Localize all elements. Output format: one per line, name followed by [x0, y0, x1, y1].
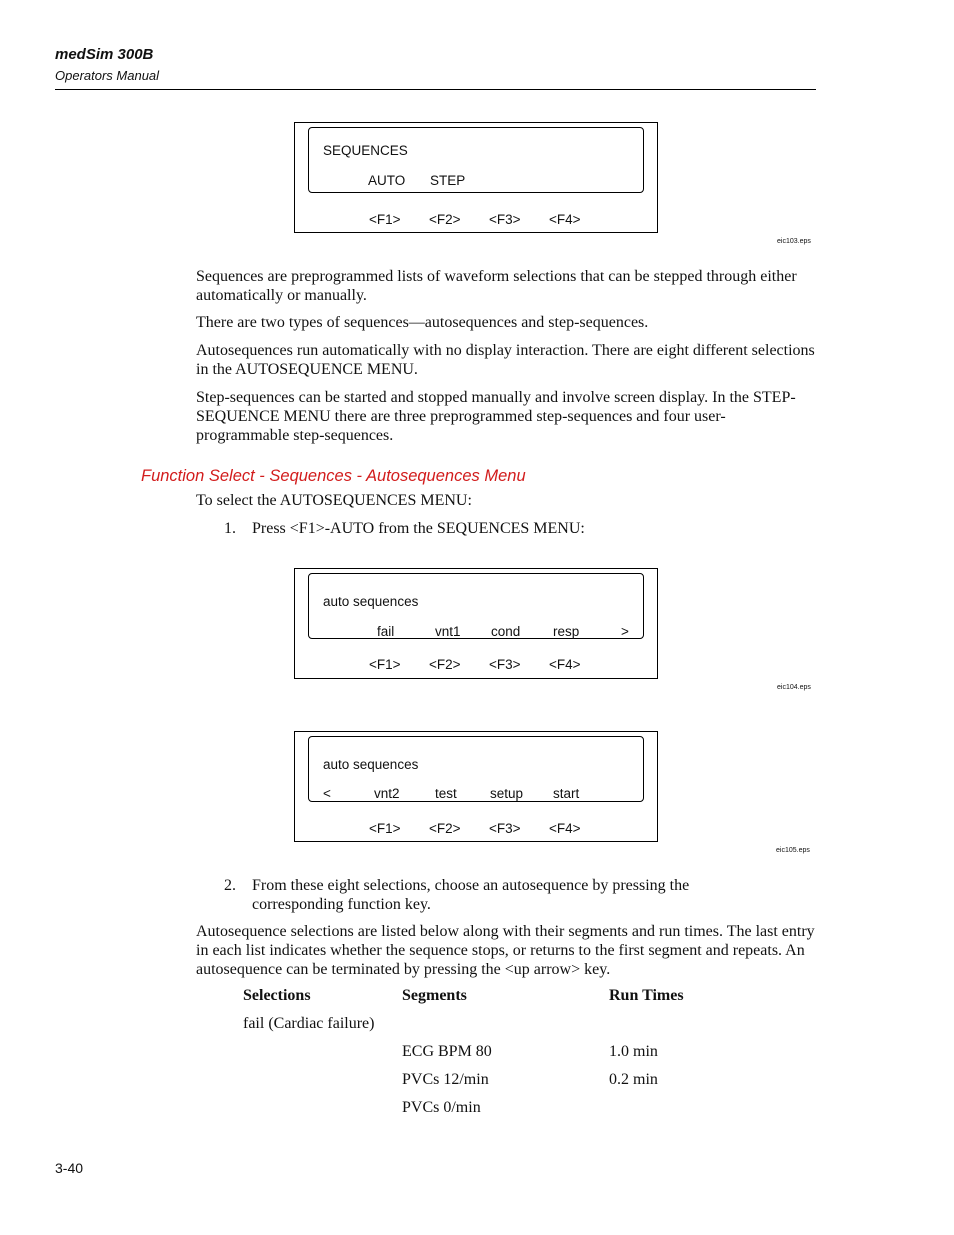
manual-subtitle: Operators Manual [55, 68, 160, 83]
figure-label: eic105.eps [776, 847, 810, 854]
function-key-f1: <F1> [369, 657, 401, 672]
function-key-f3: <F3> [489, 657, 521, 672]
intro-text: To select the AUTOSEQUENCES MENU: [196, 492, 472, 509]
lcd-option-start: start [553, 786, 580, 801]
lcd-option-vnt1: vnt1 [435, 624, 461, 639]
step-number: 2. [224, 877, 236, 894]
lcd-option-resp: resp [553, 624, 580, 639]
table-segment: PVCs 0/min [402, 1099, 481, 1116]
lcd-figure-auto-sequences-1 [294, 568, 658, 679]
function-key-f4: <F4> [549, 821, 581, 836]
lcd-option-auto: AUTO [368, 173, 406, 188]
header-rule [55, 89, 816, 90]
step-text: Press <F1>-AUTO from the SEQUENCES MENU: [252, 520, 585, 537]
paragraph: There are two types of sequences—autosequences and step-sequences. [196, 314, 649, 331]
paragraph: Step-sequences can be started and stopped manually and involve screen display. In the STEP-SEQUENCE MENU there are three preprogrammed step-sequences and four user-programmable step-sequences. [196, 389, 796, 444]
section-heading: Function Select - Sequences - Autosequences Menu [141, 467, 526, 485]
lcd-title: auto sequences [323, 757, 419, 772]
lcd-screen [308, 573, 644, 639]
function-key-f2: <F2> [429, 657, 461, 672]
step-number: 1. [224, 520, 236, 537]
table-header-run-times: Run Times [609, 987, 684, 1004]
step-text: From these eight selections, choose an autosequence by pressing the corresponding function key. [252, 877, 690, 913]
table-header-selections: Selections [243, 987, 311, 1004]
lcd-screen [308, 736, 644, 802]
lcd-option-test: test [435, 786, 457, 801]
figure-label: eic104.eps [777, 684, 811, 691]
lcd-figure-sequences [294, 122, 658, 233]
paragraph: Autosequence selections are listed below along with their segments and run times. The last entry in each list indicates whether the sequence stops, or returns to the first segment and repeats. An autosequence can be terminated by pressing the <up arrow> key. [196, 923, 815, 978]
function-key-f2: <F2> [429, 212, 461, 227]
lcd-title: SEQUENCES [323, 143, 408, 158]
figure-label: eic103.eps [777, 238, 811, 245]
function-key-f3: <F3> [489, 212, 521, 227]
lcd-figure-auto-sequences-2 [294, 731, 658, 842]
table-header-segments: Segments [402, 987, 467, 1004]
table-run-time: 0.2 min [609, 1071, 658, 1088]
function-key-f1: <F1> [369, 821, 401, 836]
lcd-option-step: STEP [430, 173, 466, 188]
table-selection: fail (Cardiac failure) [243, 1015, 375, 1032]
function-key-f2: <F2> [429, 821, 461, 836]
table-segment: ECG BPM 80 [402, 1043, 492, 1060]
function-key-f1: <F1> [369, 212, 401, 227]
lcd-option-vnt2: vnt2 [374, 786, 400, 801]
function-key-f4: <F4> [549, 212, 581, 227]
lcd-option-setup: setup [490, 786, 524, 801]
lcd-back-arrow: < [323, 786, 331, 801]
paragraph: Sequences are preprogrammed lists of waveform selections that can be stepped through either automatically or manually. [196, 268, 797, 304]
table-run-time: 1.0 min [609, 1043, 658, 1060]
paragraph: Autosequences run automatically with no display interaction. There are eight different selections in the AUTOSEQUENCE MENU. [196, 342, 815, 378]
lcd-more-arrow: > [621, 624, 629, 639]
lcd-title: auto sequences [323, 594, 419, 609]
function-key-f3: <F3> [489, 821, 521, 836]
lcd-option-fail: fail [377, 624, 395, 639]
page-number: 3-40 [55, 1160, 84, 1176]
manual-title: medSim 300B [55, 46, 154, 63]
function-key-f4: <F4> [549, 657, 581, 672]
lcd-option-cond: cond [491, 624, 521, 639]
lcd-screen [308, 127, 644, 193]
table-segment: PVCs 12/min [402, 1071, 489, 1088]
